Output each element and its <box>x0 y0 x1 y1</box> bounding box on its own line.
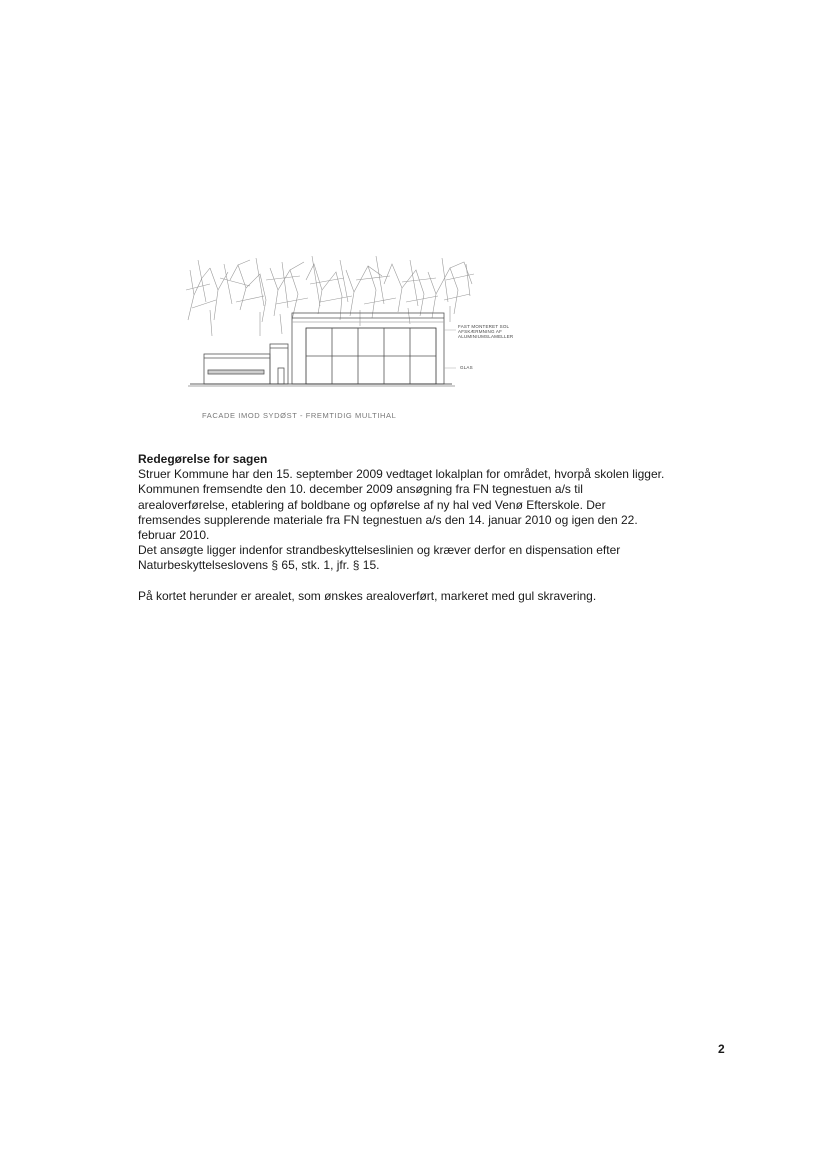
paragraph-line: februar 2010. <box>138 528 210 543</box>
case-summary-section <box>138 452 738 604</box>
facade-drawing <box>180 250 540 430</box>
page-number: 2 <box>718 1042 725 1056</box>
annotation-louvres <box>458 324 513 339</box>
paragraph-line: fremsendes supplerende materiale fra FN tegnestuen a/s den 14. januar 2010 og igen den 22. <box>138 512 638 527</box>
annotation-line: ALUMINIUMSLAMELLER <box>458 334 514 339</box>
multihal-building <box>188 313 455 386</box>
annotation-line: FAST MONTERET SOL <box>458 324 510 329</box>
facade-elevation-sketch <box>180 250 540 430</box>
annotation-glass: GLAS <box>460 365 473 370</box>
annotation-line: AFSKÆRMNING AF <box>458 329 503 334</box>
figure-caption: FACADE IMOD SYDØST - FREMTIDIG MULTIHAL <box>202 411 397 420</box>
section-heading: Redegørelse for sagen <box>138 452 268 466</box>
paragraph-line: Naturbeskyttelseslovens § 65, stk. 1, jfr. § 15. <box>138 558 380 573</box>
paragraph-gap <box>138 574 738 589</box>
paragraph-line: Kommunen fremsendte den 10. december 2009 ansøgning fra FN tegnestuen a/s til <box>138 482 583 497</box>
paragraph-line: Struer Kommune har den 15. september 2009 vedtaget lokalplan for området, hvorpå skolen ligger. <box>138 467 665 482</box>
tree-sketches <box>186 256 474 336</box>
map-note: På kortet herunder er arealet, som ønskes arealoverført, markeret med gul skravering. <box>138 588 597 603</box>
paragraph-line: Det ansøgte ligger indenfor strandbeskyttelseslinien og kræver derfor en dispensation efter <box>138 543 621 558</box>
paragraph-line: arealoverførelse, etablering af boldbane og opførelse af ny hal ved Venø Efterskole. Der <box>138 497 606 512</box>
